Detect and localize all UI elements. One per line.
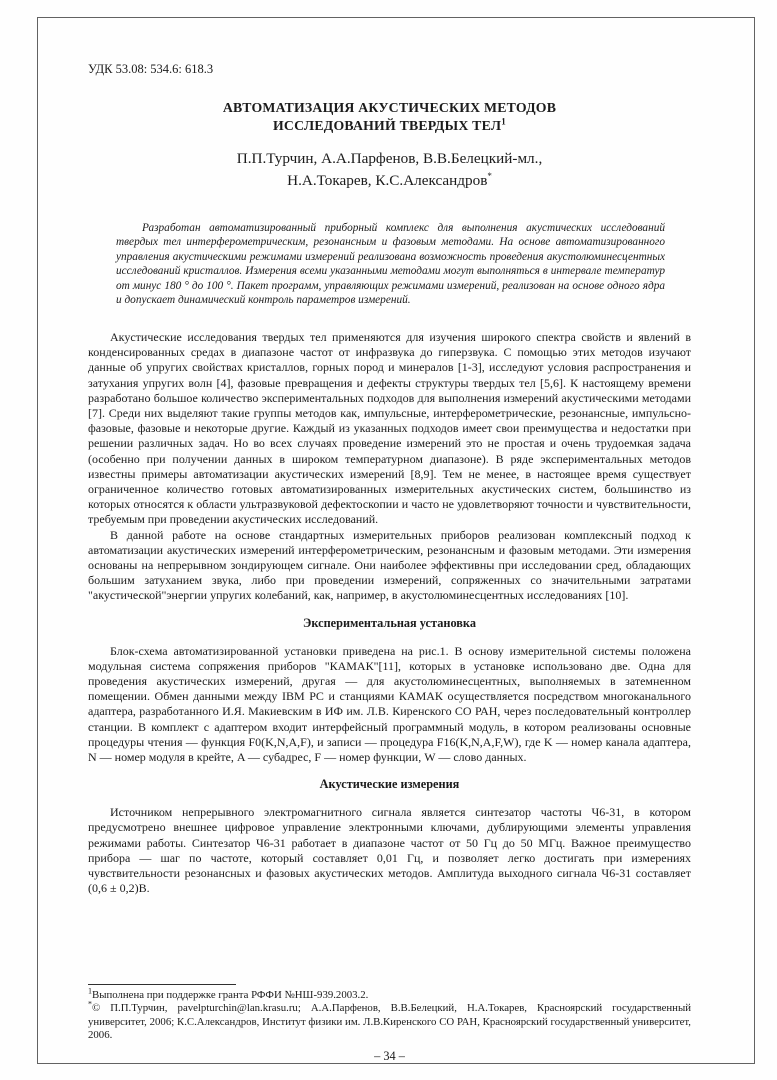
footnote-copyright-mark: * (88, 999, 92, 1009)
footnote-copyright-text: © П.П.Турчин, pavelpturchin@lan.krasu.ru; А.А.Парфенов, В.В.Белецкий, Н.А.Токарев, Красноярский государственный университет, 2006; К.С.Александров, Институт физики им. Л.В.Киренского СО РАН, Красноярский государственный университет, 2006. (88, 1002, 691, 1041)
paragraph-introduction-2: В данной работе на основе стандартных измерительных приборов реализован комплексный подход к автоматизации акустических измерений интерферометрическим, резонансным и фазовым методами. Эти измерения основаны на непрерывном зондирующем сигнале. Они наиболее эффективны при исследовании сред, обладающих большим затуханием звука, либо при проведении измерений, сопряженных со значительными затратами "акустической"энергии упругих колебаний, как, например, в акустолюминесцентных исследованиях [10]. (88, 527, 691, 603)
udc-code: УДК 53.08: 534.6: 618.3 (88, 62, 214, 76)
paper-title-line-2: ИССЛЕДОВАНИЙ ТВЕРДЫХ ТЕЛ (273, 118, 502, 134)
paragraph-introduction-1: Акустические исследования твердых тел применяются для изучения широкого спектра свойств и явлений в конденсированных средах в диапазоне частот от инфразвука до гиперзвука. С помощью этих методов изучают данные об упругих свойствах кристаллов, горных пород и минералов [1-3], исследуют условия распространения и затухания упругих волн [4], фазовые превращения и дефекты структуры твердых тел [5,6]. К настоящему времени разработано большое количество экспериментальных подходов для выполнения измерений акустическими методами [7]. Среди них выделяют такие группы методов как, импульсные, интерферометрические, резонансные, импульсно-фазовые, фазовые и некоторые другие. Каждый из указанных подходов имеет свои преимущества и недостатки при решении различных задач. Но во всех случаях проведение измерений это не простая и очень трудоемкая задача (особенно при получении данных в широком температурном диапазоне). В ряде экспериментальных методов известны примеры автоматизации акустических измерений [8,9]. Тем не менее, в настоящее время существует ограниченное количество готовых автоматизированных измерительных акустических систем, большинство из которых относятся к области ультразвуковой дефектоскопии и часто не удовлетворяют точности и чувствительности, требуемым при проведении акустических исследований. (88, 329, 691, 527)
paragraph-acoustic-measurements: Источником непрерывного электромагнитного сигнала является синтезатор частоты Ч6-31, в котором предусмотрено внешнее цифровое управление электронными ключами, дублирующими элементы управления режимами работы. Синтезатор Ч6-31 работает в диапазоне частот от 50 Гц до 50 МГц. Важное преимущество прибора — шаг по частоте, который составляет 0,01 Гц, и позволяет легко достигать при измерениях чувствительности резонансных и фазовых акустических методов. Амплитуда выходного сигнала Ч6-31 составляет (0,6 ± 0,2)В. (88, 805, 691, 896)
abstract-text: Разработан автоматизированный приборный комплекс для выполнения акустических исследований твердых тел интерферометрическим, резонансным и фазовым методами. На основе автоматизированного управления акустическими режимами измерений реализована возможность проведения акустолюминесцентных исследований кристаллов. Измерения всеми указанными методами могут выполняться в интервале температур от минус 180 ° до 100 °. Пакет программ, управляющих режимами измерений, реализован на основе одного ядра и допускает динамический контроль параметров измерений. (116, 221, 665, 307)
footnote-separator-rule (88, 984, 236, 985)
section-heading-acoustic-measurements: Акустические измерения (319, 777, 460, 792)
authors-line-2: Н.А.Токарев, К.С.Александров (287, 171, 488, 189)
authors-footnote-mark: * (487, 170, 492, 181)
footnote-grant-text: Выполнена при поддержке гранта РФФИ №НШ-939.2003.2. (92, 989, 369, 1002)
footnote-grant (88, 986, 691, 1002)
page-number: – 34 – (374, 1049, 405, 1063)
footnote-copyright (88, 999, 691, 1042)
paragraph-experimental-setup: Блок-схема автоматизированной установки приведена на рис.1. В основу измерительной системы положена модульная система сопряжения приборов "КАМАК"[11], которых в установке использовано две. Одна для проведения акустических измерений, другая — для акустолюминесцентных, выполняемых в затемненном помещении. Обмен данными между IBM PC и станциями КАМАК осуществляется посредством многоканального адаптера, разработанного И.Я. Макиевским в ИФ им. Л.В. Киренского СО РАН, через последовательный контроллер станции. В комплект с адаптером входит интерфейсный программный модуль, в котором реализованы основные процедуры чтения — функция F0(K,N,A,F), и записи — процедура F16(K,N,A,F,W), где K — номер канала адаптера, N — номер модуля в крейте, A — субадрес, F — номер функции, W — слово данных. (88, 643, 691, 765)
authors-block (88, 148, 691, 191)
section-heading-experimental-setup: Экспериментальная установка (303, 615, 476, 630)
title-footnote-mark: 1 (501, 116, 506, 127)
footnotes-block (88, 978, 691, 1042)
footnote-grant-mark: 1 (88, 986, 92, 996)
paper-title-line-1: АВТОМАТИЗАЦИЯ АКУСТИЧЕСКИХ МЕТОДОВ (222, 100, 557, 115)
authors-line-1: П.П.Турчин, А.А.Парфенов, В.В.Белецкий-мл., (236, 150, 543, 168)
paper-title (88, 99, 691, 135)
